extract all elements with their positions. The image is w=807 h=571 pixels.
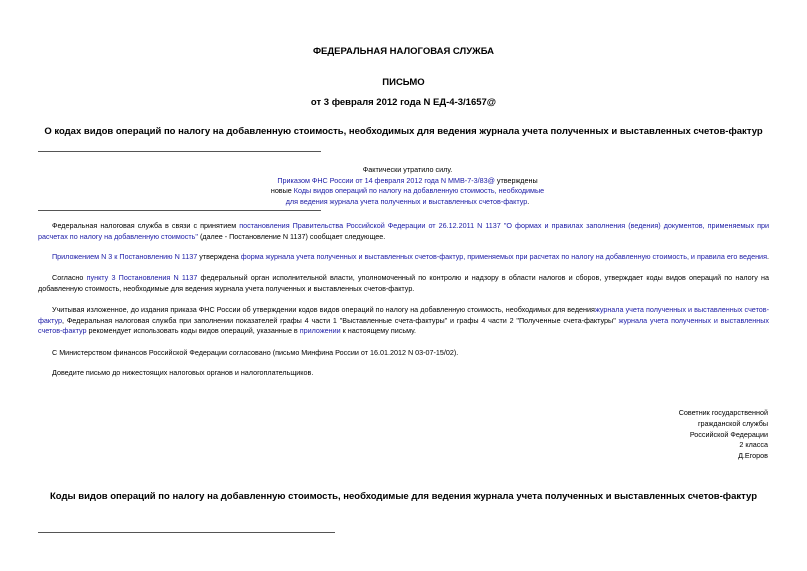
paragraph-1: Федеральная налоговая служба в связи с принятием постановления Правительства Российской Федерации от 26.12.2011 N 1137 "О формах и правилах заполнения (ведения) документов, применяемых при расчетах по налогу на добавленную стоимость" (далее - Постановление N 1137) сообщает следующее.	[38, 221, 769, 241]
signature-line-4: 2 класса	[739, 440, 768, 450]
signature-line-3: Российской Федерации	[689, 429, 768, 439]
resolution-link[interactable]: постановления Правительства Российской Федерации от 26.12.2011 N 1137 "О формах и правилах заполнения (ведения) документов, применяемых при расчетах по налогу на добавленную стоимость"	[38, 221, 769, 241]
appendix-link[interactable]: приложении	[299, 326, 341, 336]
agency-heading: ФЕДЕРАЛЬНАЯ НАЛОГОВАЯ СЛУЖБА	[312, 46, 495, 57]
journal-form-link[interactable]: форма журнала учета полученных и выставленных счетов-фактур, применяемых при расчетах по налогу на добавленную стоимость, и правила его ведения	[240, 252, 767, 261]
paragraph-5: С Министерством финансов Российской Федерации согласовано (письмо Минфина России от 16.01.2012 N 03-07-15/02).	[52, 348, 459, 357]
signature-line-1: Советник государственной	[678, 408, 768, 417]
order-link[interactable]: Приказом ФНС России от 14 февраля 2012 года N ММВ-7-3/83@	[277, 175, 495, 185]
note-line-2: Приказом ФНС России от 14 февраля 2012 года N ММВ-7-3/83@ утверждены	[277, 175, 538, 185]
journal-link-1[interactable]: журнала учета полученных и выставленных счетов-фактур	[38, 305, 769, 325]
appendix3-link[interactable]: Приложением N 3 к Постановлению N 1137	[52, 252, 198, 261]
clause3-link[interactable]: пункту 3 Постановления N 1137	[86, 273, 198, 282]
page-title: О кодах видов операций по налогу на добавленную стоимость, необходимых для ведения журнала учета полученных и выставленных счетов-фактур	[44, 126, 763, 137]
paragraph-6: Доведите письмо до нижестоящих налоговых органов и налогоплательщиков.	[52, 368, 314, 377]
doc-type-heading: ПИСЬМО	[382, 77, 425, 88]
divider-bottom	[38, 532, 335, 533]
codes-link[interactable]: Коды видов операций по налогу на добавленную стоимость, необходимые	[293, 186, 545, 195]
date-number-heading: от 3 февраля 2012 года N ЕД-4-3/1657@	[310, 97, 497, 108]
signature-block	[568, 408, 768, 462]
divider-note	[38, 210, 321, 211]
note-line-4: для ведения журнала учета полученных и выставленных счетов-фактур.	[285, 196, 530, 206]
signature-name: Д.Егоров	[738, 451, 768, 461]
paragraph-4: Учитывая изложенное, до издания приказа ФНС России об утверждении кодов видов операций по налогу на добавленную стоимость, необходимых для веденияжурнала учета полученных и выставленных счетов-фактур, Федеральная налоговая служба при заполнении показателей графы 4 части 1 "Выставленные счета-фактуры" и графы 4 части 2 "Полученные счета-фактуры" журнала учета полученных и выставленных счетов-фактур рекомендует использовать коды видов операций, указанные в приложении к настоящему письму.	[38, 305, 769, 336]
note-line-3: новые Коды видов операций по налогу на добавленную стоимость, необходимые	[270, 186, 545, 195]
status-note	[195, 165, 620, 207]
paragraph-2: Приложением N 3 к Постановлению N 1137 утверждена форма журнала учета полученных и выставленных счетов-фактур, применяемых при расчетах по налогу на добавленную стоимость, и правила его ведения.	[52, 252, 769, 261]
divider-top	[38, 151, 321, 152]
paragraph-3: Согласно пункту 3 Постановления N 1137 федеральный орган исполнительной власти, уполномоченный по контролю и надзору в области налогов и сборов, утверждает коды видов операций по налогу на добавленную стоимость, необходимые для ведения журнала учета полученных и выставленных счетов-фактур.	[38, 273, 769, 293]
signature-line-2: гражданской службы	[697, 418, 768, 428]
codes-link-cont[interactable]: для ведения журнала учета полученных и выставленных счетов-фактур	[285, 196, 528, 206]
note-line-1: Фактически утратило силу.	[362, 165, 453, 174]
journal-link-2[interactable]: журнала учета полученных и выставленных счетов-фактур	[38, 315, 769, 336]
appendix-title: Коды видов операций по налогу на добавленную стоимость, необходимые для ведения журнала учета полученных и выставленных счетов-фактур	[49, 491, 758, 502]
